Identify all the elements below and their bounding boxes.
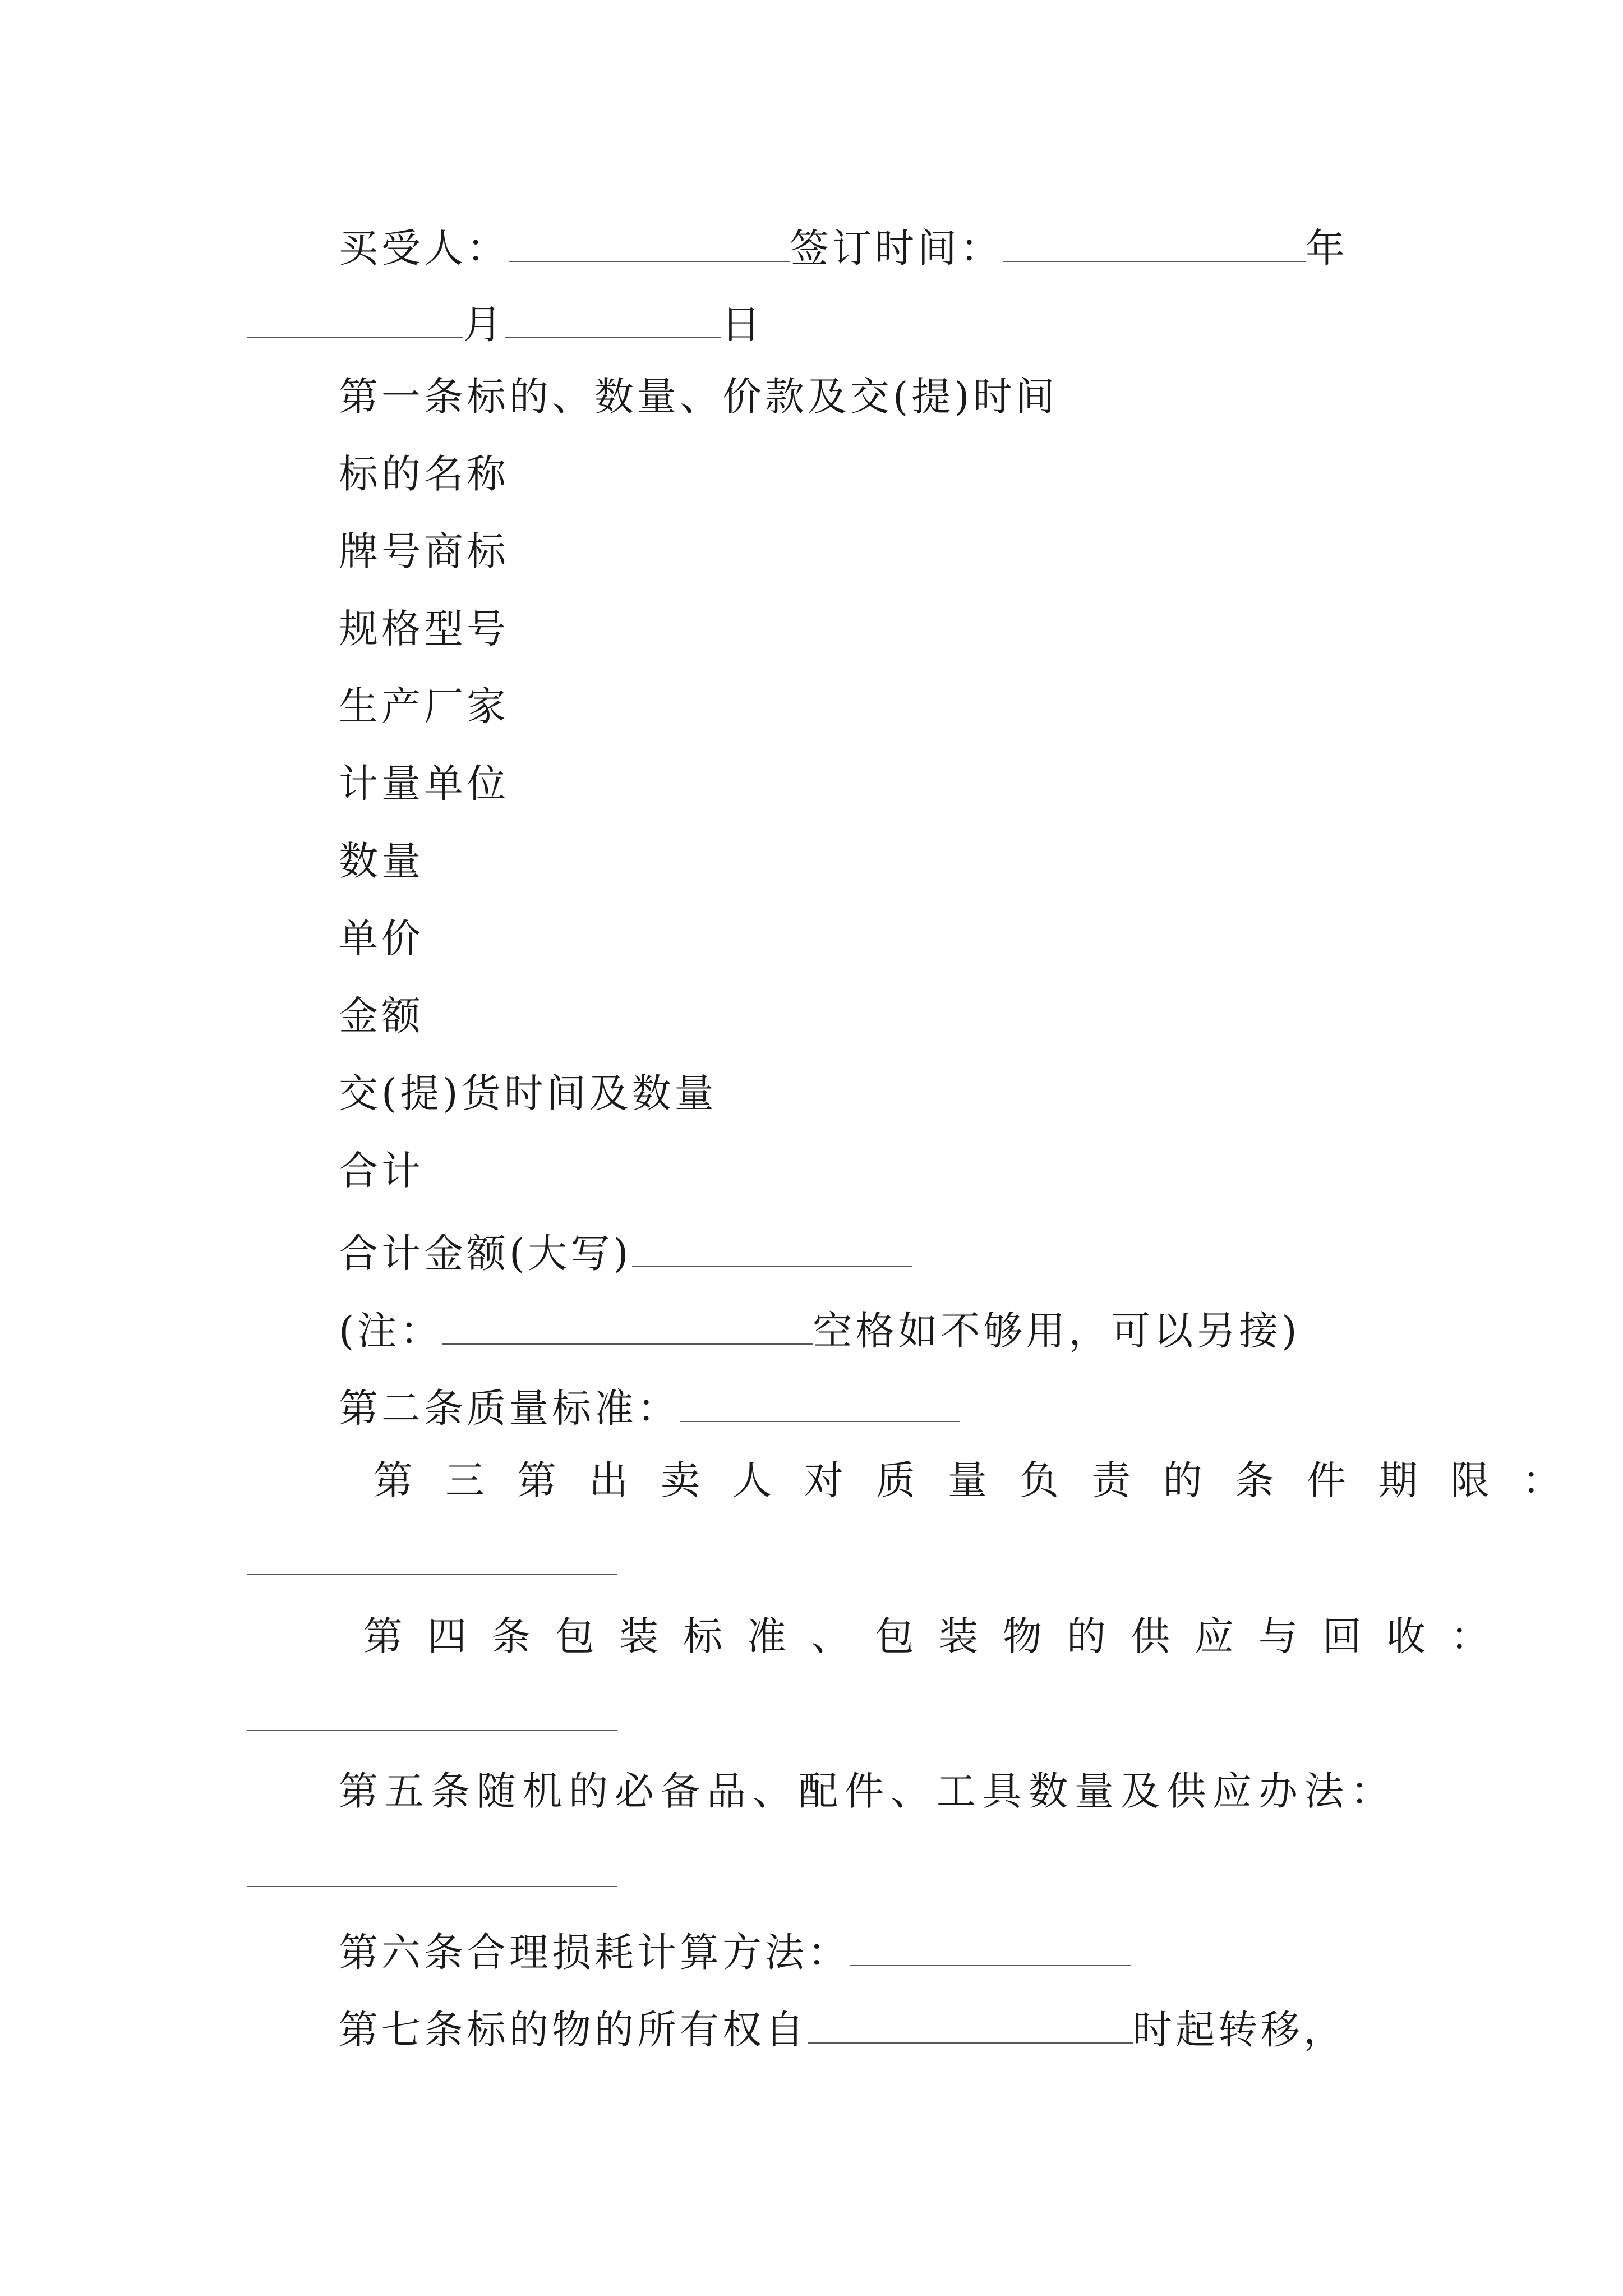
year-label: 年 [1306,225,1348,272]
buyer-line [339,223,1348,272]
article7-suffix: 时起转移， [1133,2007,1346,2053]
article3-label: 第三第出卖人对质量负责的条件期限： [374,1457,1594,1503]
sign-time-label: 签订时间： [790,225,1003,272]
article2-line [339,1383,960,1432]
item-model: 规格型号 [339,606,509,652]
buyer-label: 买受人： [339,225,509,272]
article7-line [339,2005,1346,2053]
article2-label: 第二条质量标准： [339,1385,680,1432]
note-blank[interactable] [442,1306,813,1345]
item-total: 合计 [339,1148,424,1194]
note-suffix: 空格如不够用，可以另接) [813,1308,1301,1354]
day-label: 日 [721,301,764,348]
total-amount-blank[interactable] [632,1228,912,1267]
buyer-blank[interactable] [509,223,790,262]
date-line [247,300,764,348]
note-prefix: (注： [339,1308,443,1354]
article6-blank[interactable] [850,1927,1131,1966]
article7-blank[interactable] [808,2005,1133,2044]
article3-blank[interactable] [247,1574,617,1575]
article1-title: 第一条标的、数量、价款及交(提)时间 [339,374,1058,420]
total-amount-line [339,1228,912,1277]
article7-prefix: 第七条标的物的所有权自 [339,2007,808,2053]
article5-label: 第五条随机的必备品、配件、工具数量及供应办法： [339,1768,1396,1814]
day-blank[interactable] [505,300,721,338]
item-delivery-time: 交(提)货时间及数量 [339,1070,717,1116]
article6-label: 第六条合理损耗计算方法： [339,1929,850,1976]
article5-blank[interactable] [247,1886,617,1887]
note-line [339,1306,1301,1354]
item-amount: 金额 [339,993,424,1039]
article4-blank[interactable] [247,1730,617,1731]
item-unit: 计量单位 [339,761,509,807]
article4-label: 第四条包装标准、包装物的供应与回收： [363,1613,1514,1659]
item-manufacturer: 生产厂家 [339,683,509,729]
total-amount-label: 合计金额(大写) [339,1230,632,1277]
month-label: 月 [463,301,505,348]
item-brand: 牌号商标 [339,528,509,574]
article6-line [339,1927,1131,1976]
sign-year-blank[interactable] [1003,223,1306,262]
article2-blank[interactable] [680,1383,960,1422]
item-subject-name: 标的名称 [339,451,509,497]
month-blank[interactable] [247,300,463,338]
item-quantity: 数量 [339,838,424,884]
item-unit-price: 单价 [339,915,424,961]
